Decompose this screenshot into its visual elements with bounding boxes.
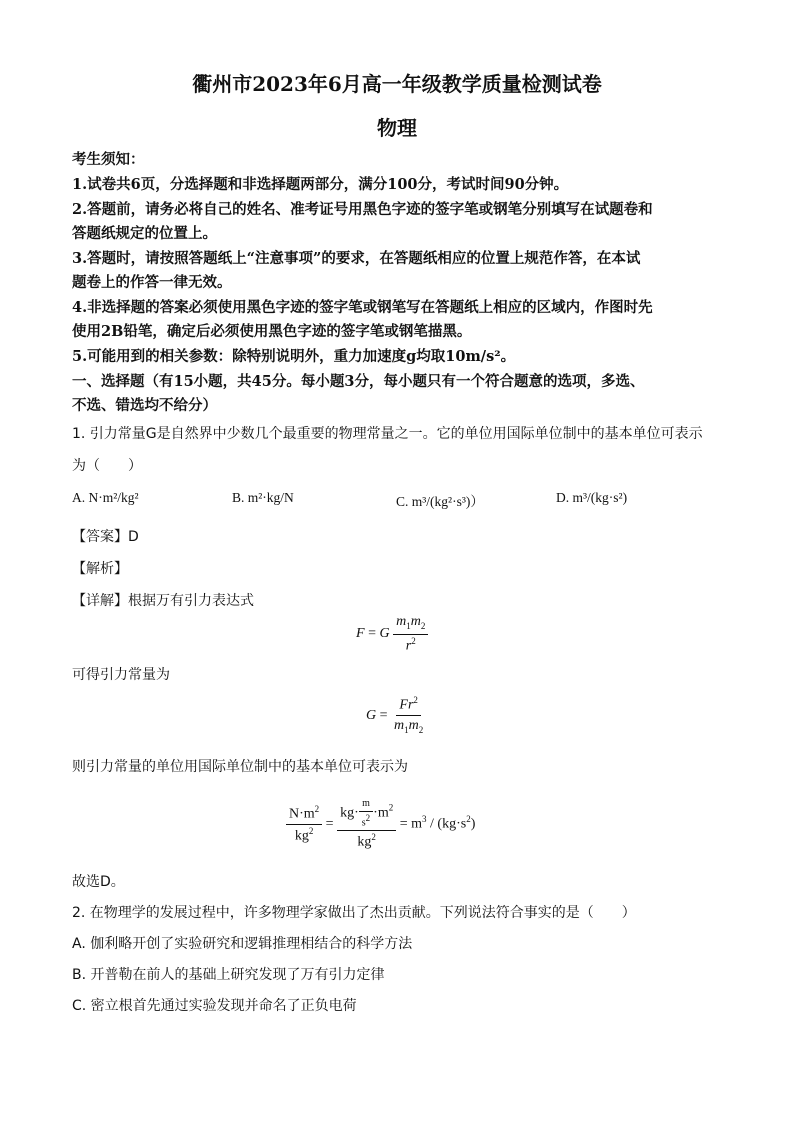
q1-option-b: B. m²·kg/N: [232, 490, 294, 505]
section-heading-cont: 不选、错选均不给分）: [72, 397, 217, 414]
notice-item: 答题纸规定的位置上。: [72, 225, 217, 242]
notice-item: 4.非选择题的答案必须使用黑色字迹的签字笔或钢笔写在答题纸上相应的区域内，作图时先: [72, 299, 653, 316]
notice-heading: 考生须知：: [72, 151, 145, 168]
question-1-stem-cont: 为（ ）: [72, 458, 142, 474]
q1-text-3: 则引力常量的单位用国际单位制中的基本单位可表示为: [72, 759, 408, 775]
q1-answer: 【答案】D: [72, 529, 139, 545]
notice-item: 1.试卷共6页，分选择题和非选择题两部分，满分100分，考试时间90分钟。: [72, 176, 569, 193]
question-1-stem: 1. 引力常量G是自然界中少数几个最重要的物理常量之一。它的单位用国际单位制中的基本单位可表示: [72, 426, 703, 442]
formula-unit-derivation: $\frac{N\cdot m^2}{kg^2}$ = kg· $\frac{m}{s^2}$ $\cdot m^2$ $kg^2$ = $m^3 / (kg\cdot s^2)$: [286, 798, 475, 850]
q2-option-a: A. 伽利略开创了实验研究和逻辑推理相结合的科学方法: [72, 936, 413, 952]
section-heading: 一、选择题（有15小题，共45分。每小题3分，每小题只有一个符合题意的选项，多选、: [72, 373, 645, 390]
exam-title: 衢州市2023年6月高一年级教学质量检测试卷: [192, 72, 602, 96]
q1-option-d: D. m³/(kg·s²): [556, 490, 628, 505]
q1-analysis: 【解析】: [72, 561, 128, 577]
q1-text-2: 可得引力常量为: [72, 667, 170, 683]
formula-gravitation: F = G $\frac{m_1m_2}{r^2}$: [356, 614, 428, 654]
q2-option-c: C. 密立根首先通过实验发现并命名了正负电荷: [72, 998, 357, 1014]
subject-title: 物理: [377, 116, 417, 140]
q1-option-a: A. N·m²/kg²: [72, 490, 139, 505]
notice-item: 2.答题前，请务必将自己的姓名、准考证号用黑色字迹的签字笔或钢笔分别填写在试题卷和: [72, 201, 653, 218]
q1-conclusion: 故选D。: [72, 874, 125, 890]
notice-item: 3.答题时，请按照答题纸上“注意事项”的要求，在答题纸相应的位置上规范作答，在本试: [72, 250, 641, 267]
formula-g-expression: G = $\frac{Fr^2}{m_1m_2}$: [366, 695, 424, 735]
notice-item: 使用2B铅笔，确定后必须使用黑色字迹的签字笔或钢笔描黑。: [72, 323, 472, 340]
q2-option-b: B. 开普勒在前人的基础上研究发现了万有引力定律: [72, 967, 385, 983]
q1-option-c: C. m³/(kg²·s³)）: [396, 494, 484, 509]
q1-detail: 【详解】根据万有引力表达式: [72, 593, 254, 609]
notice-item: 5.可能用到的相关参数：除特别说明外，重力加速度g均取10m/s²。: [72, 348, 516, 365]
question-2-stem: 2. 在物理学的发展过程中，许多物理学家做出了杰出贡献。下列说法符合事实的是（ ）: [72, 905, 636, 921]
notice-item: 题卷上的作答一律无效。: [72, 274, 232, 291]
